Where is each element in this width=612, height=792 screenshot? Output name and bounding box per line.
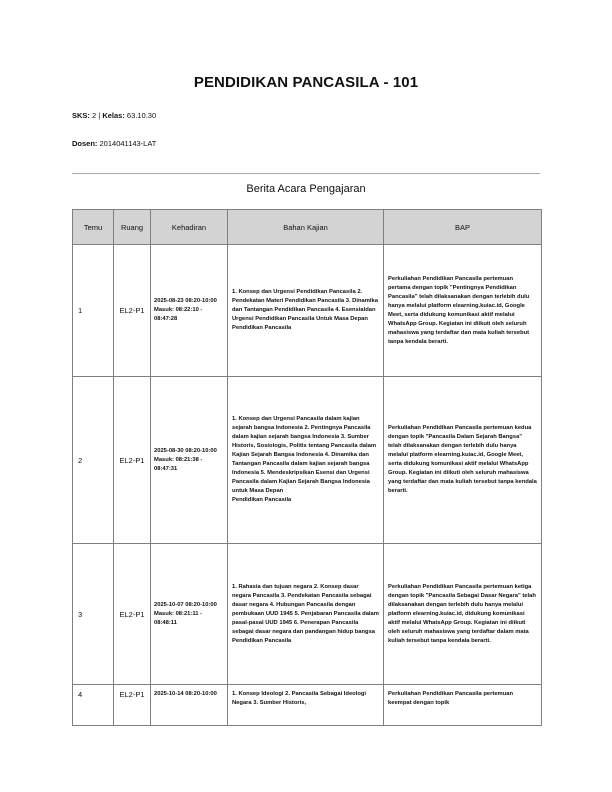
- cell-temu: 1: [73, 245, 114, 377]
- sks-value: 2 |: [92, 111, 103, 120]
- header-kehadiran: Kehadiran: [151, 210, 228, 245]
- header-ruang: Ruang: [114, 210, 151, 245]
- cell-temu: 4: [73, 685, 114, 726]
- lecturer-info: [72, 139, 156, 148]
- cell-bahan-kajian: 1. Rahasia dan tujuan negara 2. Konsep dasar negara Pancasila 3. Pendekatan Pancasila sebagai dasar negara 4. Hubungan Pancasila dengan pembukaan UUD 1945 5. Penjabaran Pancasila dalam pasal-pasal UUD 1945 6. Penerapan Pancasila sebagai dasar negara dan pandangan hidup bangsa Pendidikan Pancasila: [228, 544, 384, 685]
- cell-kehadiran: 2025-10-07 08:20-10:00 Masuk: 08:21:11 - 08:48:11: [151, 544, 228, 685]
- table-row: [73, 685, 542, 726]
- cell-bap: Perkuliahan Pendidikan Pancasila pertemuan keempat dengan topik: [384, 685, 542, 726]
- cell-bap: Perkuliahan Pendidikan Pancasila pertemuan ketiga dengan topik "Pancasila Sebagai Dasar Negara" telah dilaksanakan dengan terlebih dulu hanya melalui platform elearning.kuiac.id, didukung komunikasi aktif melalui WhatsApp Group. Kegiatan ini diikuti oleh seluruh mahasiswa yang terdaftar dalam mata kuliah tersebut tanpa kendala berarti.: [384, 544, 542, 685]
- cell-bahan-kajian: 1. Konsep Ideologi 2. Pancasila Sebagai Ideologi Negara 3. Sumber Historis,: [228, 685, 384, 726]
- cell-temu: 2: [73, 377, 114, 544]
- cell-ruang: EL2-P1: [114, 377, 151, 544]
- cell-kehadiran: 2025-08-30 08:20-10:00 Masuk: 08:21:38 - 08:47:31: [151, 377, 228, 544]
- dosen-label: Dosen:: [72, 139, 98, 148]
- table-row: [73, 377, 542, 544]
- table-header-row: [73, 210, 542, 245]
- dosen-value: 2014041143-LAT: [99, 139, 157, 148]
- cell-bahan-kajian: 1. Konsep dan Urgensi Pancasila dalam kajian sejarah bangsa Indonesia 2. Pentingnya Pancasila dalam kajian sejarah bangsa Indonesia 3. Sumber Historis, Sosiologis, Politis tentang Pancasila dalam Kajian Sejarah Bangsa Indonesia 4. Dinamika dan Tantangan Pancasila dalam kajian sejarah bangsa Indonesia 5. Mendeskripsikan Esensi dan Urgensi Pancasila dalam Kajian Sejarah Bangsa Indonesia untuk Masa Depan Pendidikan Pancasila: [228, 377, 384, 544]
- cell-bap: Perkuliahan Pendidikan Pancasila pertemuan kedua dengan topik "Pancasila Dalam Sejarah Bangsa" telah dilaksanakan dengan terlebih dulu hanya melalui platform elearning.kuiac.id, Google Meet, serta didukung komunikasi aktif melalui WhatsApp Group. Kegiatan ini diikuti oleh seluruh mahasiswa yang terdaftar dan mata kuliah tersebut tanpa kendala berarti.: [384, 377, 542, 544]
- course-info: [72, 111, 156, 120]
- table-row: [73, 245, 542, 377]
- header-bap: BAP: [384, 210, 542, 245]
- cell-ruang: EL2-P1: [114, 245, 151, 377]
- cell-temu: 3: [73, 544, 114, 685]
- divider: [72, 173, 540, 174]
- table-row: [73, 544, 542, 685]
- kelas-label: Kelas:: [102, 111, 125, 120]
- cell-kehadiran: 2025-10-14 08:20-10:00: [151, 685, 228, 726]
- cell-kehadiran: 2025-08-23 08:20-10:00 Masuk: 08:22:10 - 08:47:28: [151, 245, 228, 377]
- cell-ruang: EL2-P1: [114, 685, 151, 726]
- kelas-value: 63.10.30: [126, 111, 157, 120]
- section-title: Berita Acara Pengajaran: [246, 183, 366, 195]
- page-title: PENDIDIKAN PANCASILA - 101: [193, 74, 419, 91]
- header-bahan-kajian: Bahan Kajian: [228, 210, 384, 245]
- teaching-record-table: [72, 209, 542, 726]
- header-temu: Temu: [73, 210, 114, 245]
- cell-ruang: EL2-P1: [114, 544, 151, 685]
- cell-bap: Perkuliahan Pendidikan Pancasila pertemuan pertama dengan topik "Pentingnya Pendidikan Pancasila" telah dilaksanakan dengan terlebih dulu hanya melalui platform elearning.kuiac.id, Google Meet, serta didukung komunikasi aktif melalui WhatsApp Group. Kegiatan ini diikuti oleh seluruh mahasiswa yang terdaftar dan mata kuliah tersebut tanpa kendala berarti.: [384, 245, 542, 377]
- sks-label: SKS:: [72, 111, 90, 120]
- cell-bahan-kajian: 1. Konsep dan Urgensi Pendidikan Pancasila 2. Pendekatan Materi Pendidikan Pancasila 3. Dinamika dan Tantangan Pendidikan Pancasila 4. Esensialdan Urgensi Pendidikan Pancasila Untuk Masa Depan Pendidikan Pancasila: [228, 245, 384, 377]
